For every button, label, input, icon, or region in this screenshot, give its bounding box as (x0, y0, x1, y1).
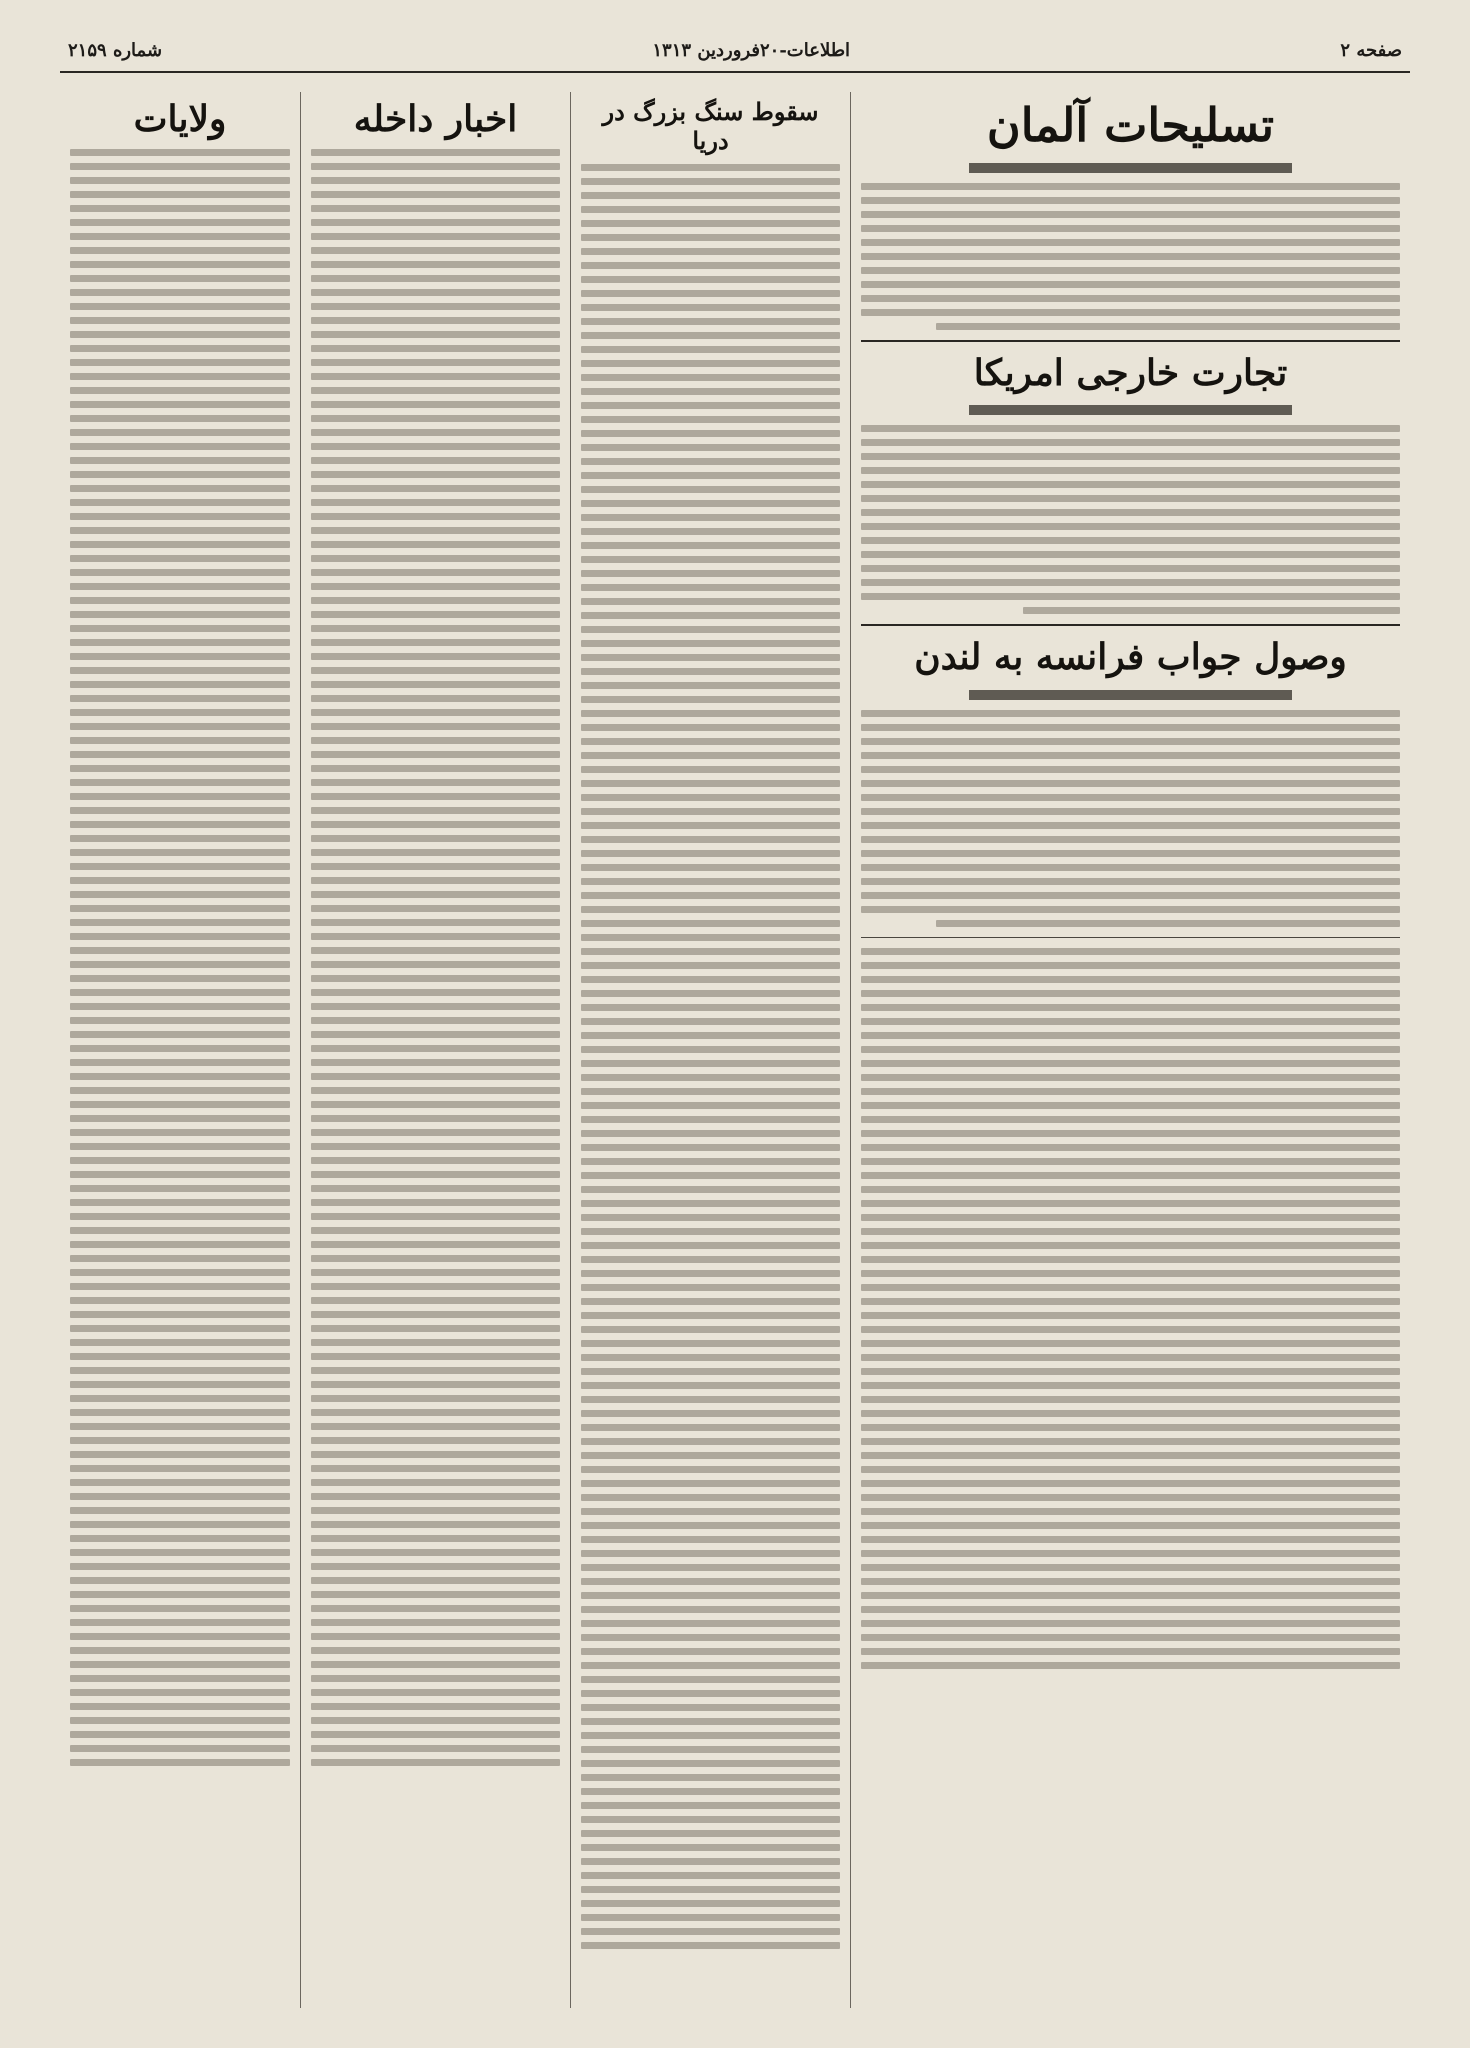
page-number: صفحه ۲ (1340, 40, 1402, 61)
article-body-placeholder (311, 149, 560, 1766)
headline-sea-rock: سقوط سنگ بزرگ در دریا (602, 97, 819, 155)
article-columns (60, 92, 1410, 2008)
article-body-placeholder (861, 183, 1400, 330)
section-divider (861, 937, 1400, 938)
column-sea-news (570, 92, 850, 2008)
issue-number: شماره ۲۱۵۹ (68, 40, 163, 61)
section-divider (861, 340, 1400, 342)
headline-germany-armament: تسلیحات آلمان (986, 98, 1275, 152)
subheadline-bar (969, 405, 1292, 415)
section-divider (861, 624, 1400, 626)
headline-france-reply: وصول جواب فرانسه به لندن (914, 636, 1347, 679)
masthead (60, 40, 1410, 73)
paper-name-and-date: اطلاعات-۲۰فروردین ۱۳۱۳ (652, 40, 851, 61)
article-body-placeholder (861, 710, 1400, 927)
article-body-placeholder (70, 149, 290, 1766)
article-body-placeholder (861, 425, 1400, 614)
subheadline-bar (969, 163, 1292, 173)
headline-domestic-news: اخبار داخله (353, 98, 518, 140)
subheadline-bar (969, 690, 1292, 700)
article-body-placeholder (861, 948, 1400, 1669)
column-foreign-news (850, 92, 1410, 2008)
headline-us-foreign-trade: تجارت خارجی امریکا (973, 352, 1288, 395)
column-domestic-news (300, 92, 570, 2008)
article-body-placeholder (581, 164, 840, 1949)
column-provinces (60, 92, 300, 2008)
headline-provinces: ولایات (133, 98, 227, 140)
